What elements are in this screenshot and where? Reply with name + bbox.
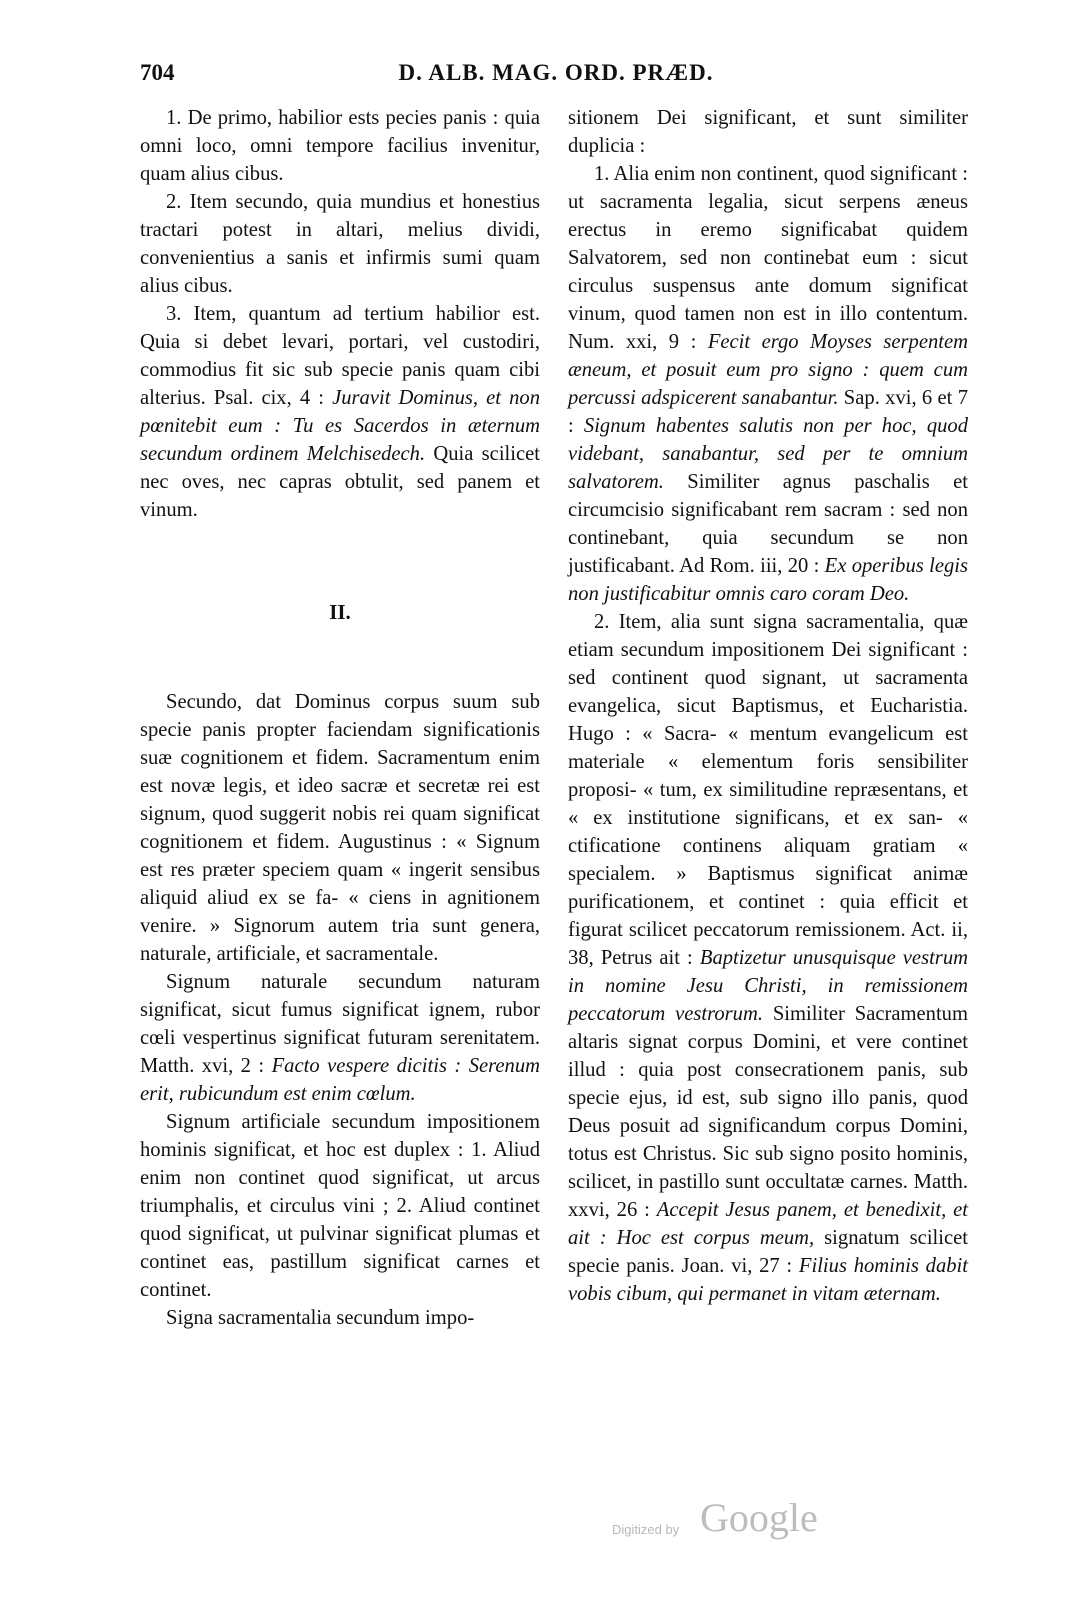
- paragraph: Signum artificiale secundum impositionem hominis significat, et hoc est duplex : 1. Aliud enim non continet quod significat, ut arcus triumphalis, et circulus vini ; 2. Aliud continet quod significat, ut pulvinar significat plumas et continet eas, pastillum significat carnes et continet.: [140, 1111, 540, 1301]
- running-head: D. ALB. MAG. ORD. PRÆD.: [398, 60, 714, 85]
- paragraph: Signa sacramentalia secundum impo-: [166, 1307, 475, 1329]
- scripture-quote: Ex operibus legis non justificabitur omnis caro coram Deo.: [568, 555, 968, 605]
- scripture-quote: Baptizetur unusquisque vestrum in nomine Jesu Christi, in remissionem peccatorum vestrorum.: [568, 947, 968, 1025]
- section-heading: II.: [329, 600, 351, 624]
- paragraph: sitionem Dei significant, et sunt similiter duplicia :: [568, 107, 968, 157]
- paragraph: Signum naturale secundum naturam significat, sicut fumus significat ignem, rubor cœli vespertinus significat futuram serenitatem. Matth. xvi, 2 : Facto vespere dicitis : Serenum erit, rubicundum est enim cœlum.: [140, 971, 540, 1105]
- watermark-small-text: Digitized by: [612, 1522, 680, 1537]
- paragraph: 1. De primo, habilior ests pecies panis : quia omni loco, omni tempore facilius invenitur, quam alius cibus.: [140, 107, 540, 185]
- left-column: [140, 104, 540, 1332]
- right-column: [568, 104, 968, 1308]
- paragraph: 2. Item secundo, quia mundius et honestius tractari potest in altari, melius dividi, convenientius a sanis et infirmis sumi quam alius cibus.: [140, 191, 540, 297]
- paragraph: 2. Item, alia sunt signa sacramentalia, quæ etiam secundum impositionem Dei significant : sed continent quod signant, ut sacramenta evangelica, sicut Baptismus, et Eucharistia. Hugo : « Sacra- « mentum evangelicum est materiale « elementum foris sensibiliter proposi- « tum, ex similitudine repræsentans, et « ex institutione significans, et ex san- « ctificatione continens aliquam gratiam « specialem. » Baptismus significat animæ purificationem, et continet : quia efficit et figurat scilicet peccatorum remissionem. Act. ii, 38, Petrus ait : Baptizetur unusquisque vestrum in nomine Jesu Christi, in remissionem peccatorum vestrorum. Similiter Sacramentum altaris signat corpus Domini, et vere continet illud : quia post consecrationem panis, sub specie ejus, id est, sub signo illo panis, quod Deus posuit ad significandum corpus Domini, totus est Christus. Sic sub signo posito hominis, scilicet, in pastillo sunt occultatæ carnes. Matth. xxvi, 26 : Accepit Jesus panem, et benedixit, et ait : Hoc est corpus meum, signatum scilicet specie panis. Joan. vi, 27 : Filius hominis dabit vobis cibum, qui permanet in vitam æternam.: [568, 611, 969, 1305]
- scripture-quote: Accepit Jesus panem, et benedixit, et ait : Hoc est corpus meum,: [568, 1199, 968, 1249]
- paragraph: 3. Item, quantum ad tertium habilior est. Quia si debet levari, portari, vel custodiri, commodius fit sic sub specie panis quam cibi alterius. Psal. cix, 4 : Juravit Dominus, et non pœnitebit eum : Tu es Sacerdos in æternum secundum ordinem Melchisedech. Quia scilicet nec oves, nec capras obtulit, sed panem et vinum.: [140, 303, 540, 521]
- scripture-quote: Juravit Dominus, et non pœnitebit eum : Tu es Sacerdos in æternum secundum ordinem Melchisedech.: [140, 387, 540, 465]
- scripture-quote: Facto vespere dicitis : Serenum erit, rubicundum est enim cœlum.: [140, 1055, 540, 1105]
- scripture-quote: Fecit ergo Moyses serpentem æneum, et posuit eum pro signo : quem cum percussi adspicerent sanabantur.: [568, 331, 968, 409]
- watermark-logo-text: Google: [700, 1495, 818, 1540]
- scripture-quote: Filius hominis dabit vobis cibum, qui permanet in vitam æternam.: [568, 1255, 968, 1305]
- page-header: [140, 60, 972, 94]
- paragraph: Secundo, dat Dominus corpus suum sub specie panis propter faciendam significationis suæ cognitionem et fidem. Sacramentum enim est novæ legis, et ideo sacræ et secretæ rei est signum, quod suggerit nobis rei quam significat cognitionem et fidem. Augustinus : « Signum est res præter speciem quam « ingerit sensibus aliquid aliud ex se fa- « ciens in agnitionem venire. » Signorum autem tria sunt genera, naturale, artificiale, et sacramentale.: [140, 691, 540, 965]
- paragraph: 1. Alia enim non continent, quod significant : ut sacramenta legalia, sicut serpens æneus erectus in eremo significabat quidem Salvatorem, sed non continebat eum : sicut circulus suspensus ante domum significat vinum, quod tamen non est in illo contentum. Num. xxi, 9 : Fecit ergo Moyses serpentem æneum, et posuit eum pro signo : quem cum percussi adspicerent sanabantur. Sap. xvi, 6 et 7 : Signum habentes salutis non per hoc, quod videbant, sanabantur, sed per te omnium salvatorem. Similiter agnus paschalis et circumcisio significabant rem sacram : sed non continebant, quia secundum se non justificabant. Ad Rom. iii, 20 : Ex operibus legis non justificabitur omnis caro coram Deo.: [568, 163, 969, 605]
- scripture-quote: Signum habentes salutis non per hoc, quod videbant, sanabantur, sed per te omnium salvatorem.: [568, 415, 969, 493]
- page-number: 704: [140, 60, 175, 85]
